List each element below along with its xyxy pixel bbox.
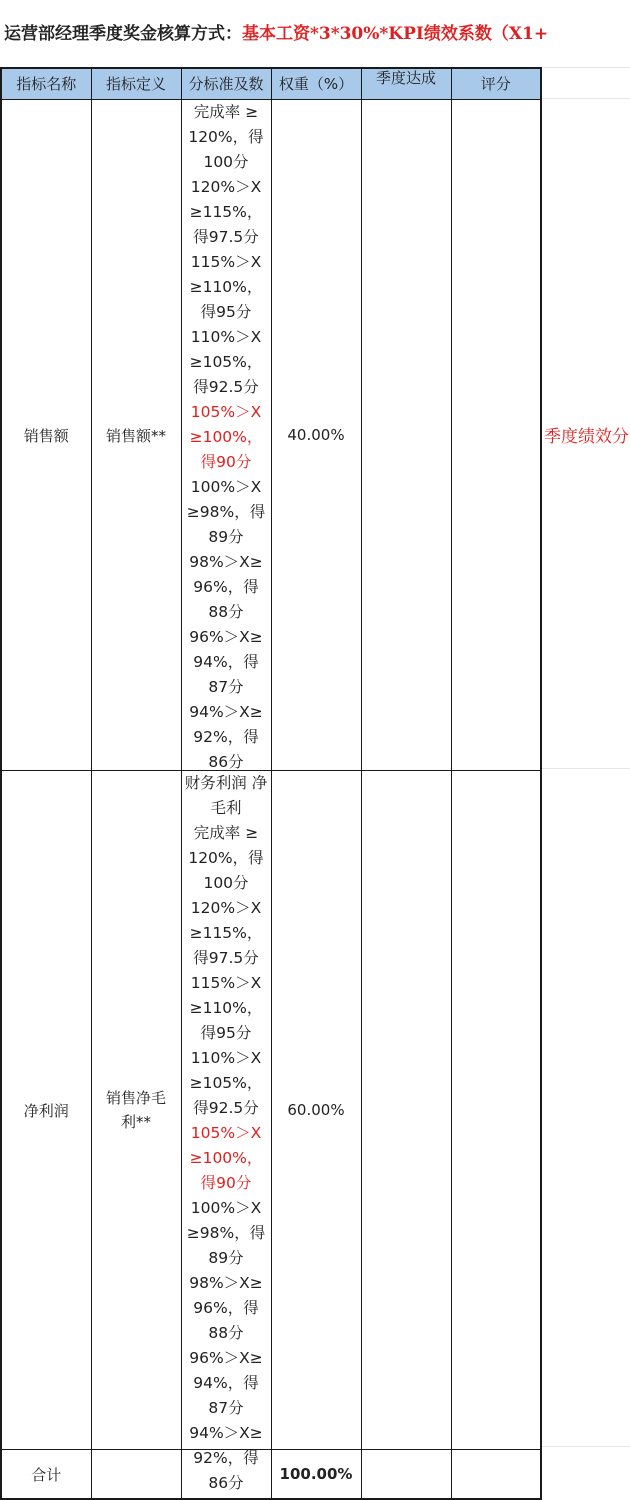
cell-definition[interactable]: 销售净毛利** — [91, 771, 181, 1450]
scoring-rule: 94%＞X≥ 92%，得 86分 — [189, 703, 263, 771]
cell-indicator-name[interactable]: 净利润 — [1, 771, 91, 1450]
kpi-table — [0, 67, 542, 1500]
scoring-rule: 财务利润 净毛利 — [184, 774, 268, 817]
total-row — [1, 1450, 541, 1500]
cell-total-score[interactable] — [451, 1450, 541, 1500]
scoring-rule: 110%＞X ≥105%，得92.5分 — [189, 1049, 263, 1117]
sheet-gridline — [540, 1446, 630, 1447]
sheet-gridline — [540, 98, 630, 99]
scoring-rule: 120%＞X ≥115%，得97.5分 — [189, 899, 263, 967]
cell-score[interactable] — [451, 100, 541, 771]
cell-definition[interactable]: 销售额** — [91, 100, 181, 771]
header-cell[interactable]: 分标准及数 — [181, 68, 271, 100]
cell-weight[interactable]: 60.00% — [271, 771, 361, 1450]
header-cell[interactable]: 指标名称 — [1, 68, 91, 100]
scoring-rule: 96%＞X≥ 94%，得 87分 — [189, 628, 263, 696]
header-cell[interactable]: 权重（%） — [271, 68, 361, 100]
cell-total-definition[interactable] — [91, 1450, 181, 1500]
scoring-rule: 100%＞X ≥98%，得 89分 — [186, 1199, 266, 1267]
scoring-rule: 115%＞X ≥110%，得95分 — [189, 253, 263, 321]
scoring-rule: 120%＞X ≥115%，得97.5分 — [189, 178, 263, 246]
cell-total-label[interactable]: 合计 — [1, 1450, 91, 1500]
cell-total-weight[interactable]: 100.00% — [271, 1450, 361, 1500]
table-row — [1, 771, 541, 1450]
scoring-rule: 完成率 ≥ 120%，得 100分 — [188, 824, 264, 892]
page-title — [0, 0, 630, 68]
rules-list — [182, 100, 271, 770]
header-cell[interactable]: 指标定义 — [91, 68, 181, 100]
sheet-gridline — [540, 768, 630, 769]
cell-achieved[interactable] — [361, 100, 451, 771]
scoring-rule: 100%＞X ≥98%，得 89分 — [186, 478, 266, 546]
table-row — [1, 100, 541, 771]
cell-scoring-rules[interactable] — [181, 100, 271, 771]
header-row — [1, 68, 541, 100]
scoring-rule: 完成率 ≥ 120%，得 100分 — [188, 103, 264, 171]
cell-score[interactable] — [451, 771, 541, 1450]
scoring-rule: 105%＞X ≥100%，得90分 — [189, 1124, 263, 1192]
cell-scoring-rules[interactable] — [181, 771, 271, 1492]
scoring-rule: 115%＞X ≥110%，得95分 — [189, 974, 263, 1042]
scoring-rule: 94%＞X≥ 92%，得 86分 — [189, 1424, 263, 1492]
scoring-rule: 110%＞X ≥105%，得92.5分 — [189, 328, 263, 396]
scoring-rule: 98%＞X≥ 96%，得 88分 — [189, 553, 263, 621]
cell-total-achieved[interactable] — [361, 1450, 451, 1500]
rules-list — [182, 771, 271, 1492]
scoring-rule: 96%＞X≥ 94%，得 87分 — [189, 1349, 263, 1417]
title-formula: 基本工资*3*30%*KPI绩效系数（X1+ — [242, 24, 549, 44]
side-note: 季度绩效分 — [544, 427, 629, 447]
scoring-rule: 105%＞X ≥100%，得90分 — [189, 403, 263, 471]
cell-indicator-name[interactable]: 销售额 — [1, 100, 91, 771]
scoring-rule: 98%＞X≥ 96%，得 88分 — [189, 1274, 263, 1342]
title-prefix: 运营部经理季度奖金核算方式： — [4, 24, 242, 44]
cell-achieved[interactable] — [361, 771, 451, 1450]
header-cell[interactable]: 评分 — [451, 68, 541, 100]
header-cell[interactable]: 季度达成 — [361, 68, 451, 100]
cell-weight[interactable]: 40.00% — [271, 100, 361, 771]
